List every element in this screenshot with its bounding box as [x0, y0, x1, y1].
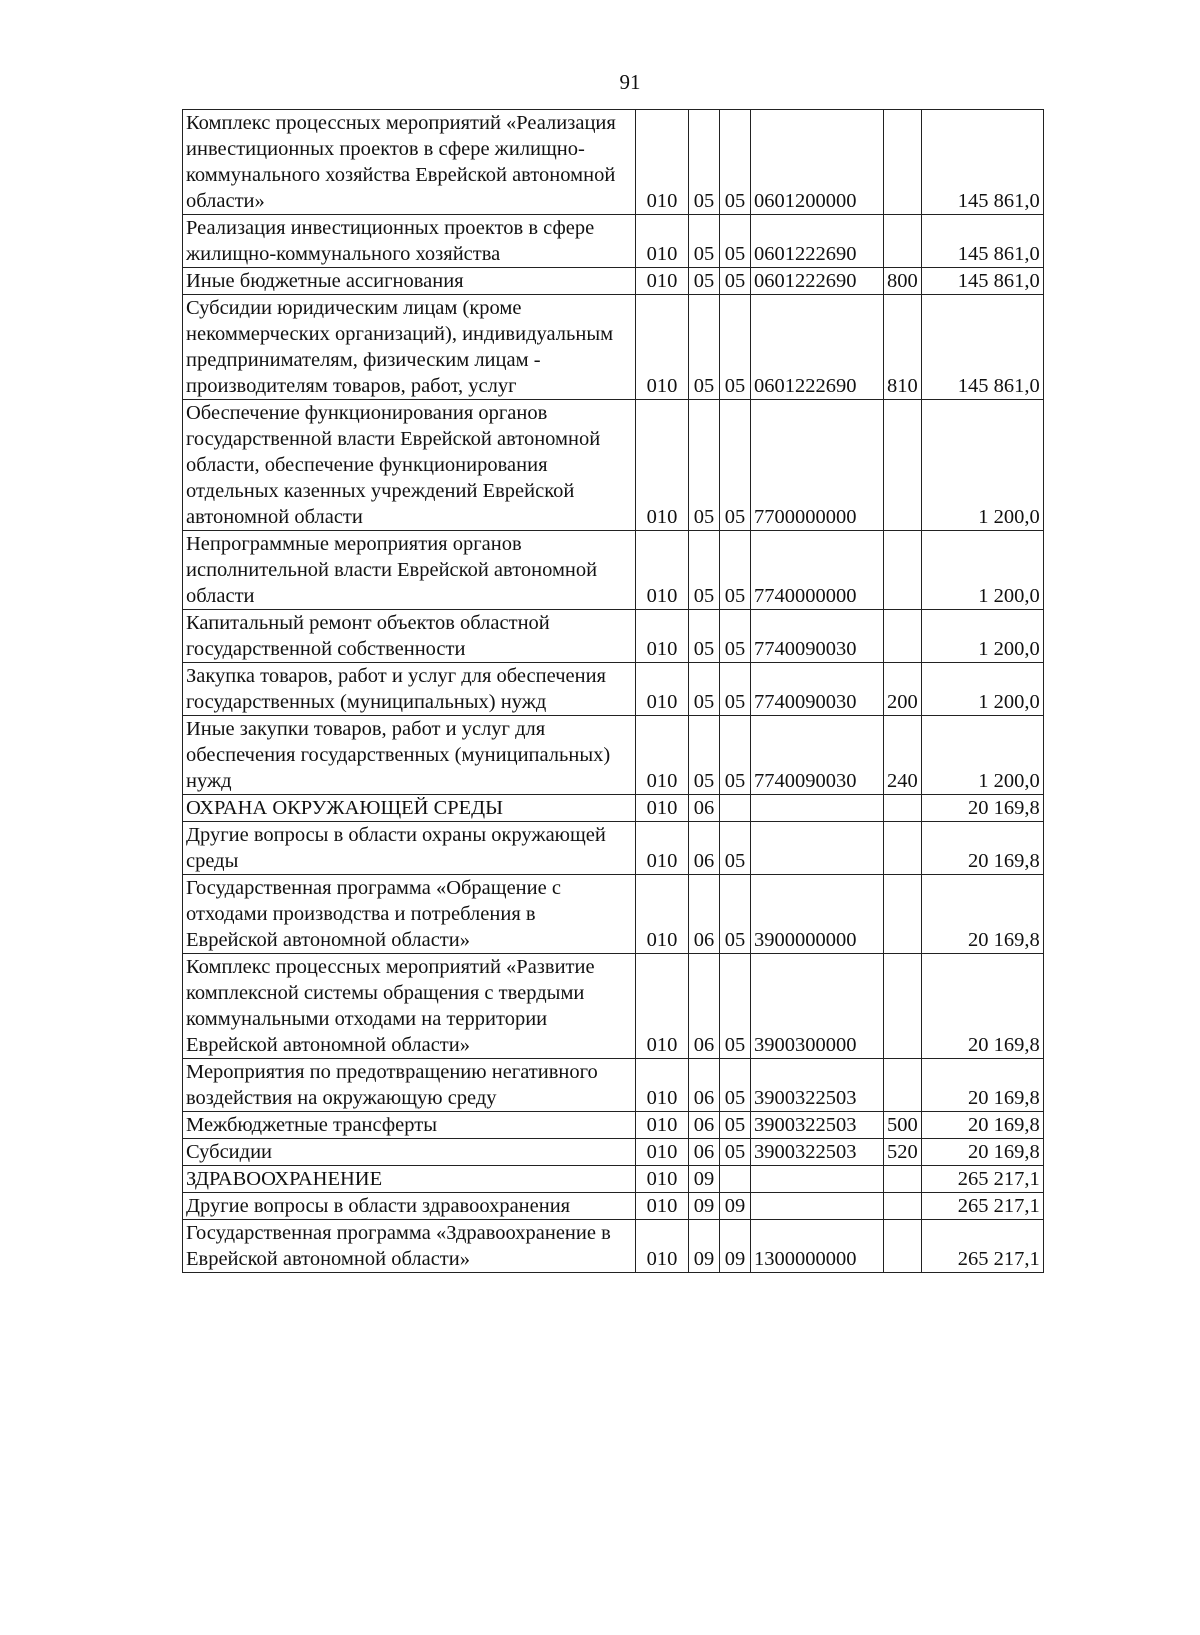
- row-ministry-code: 010: [636, 663, 689, 716]
- row-name: Государственная программа «Здравоохранение в Еврейской автономной области»: [183, 1220, 636, 1273]
- row-ministry-code: 010: [636, 400, 689, 531]
- row-expense-type: [884, 795, 922, 822]
- row-ministry-code: 010: [636, 954, 689, 1059]
- row-amount: 265 217,1: [921, 1193, 1043, 1220]
- row-ministry-code: 010: [636, 1193, 689, 1220]
- row-ministry-code: 010: [636, 531, 689, 610]
- row-expense-type: 200: [884, 663, 922, 716]
- row-amount: 1 200,0: [921, 531, 1043, 610]
- row-expense-type: 500: [884, 1112, 922, 1139]
- row-target-article: 0601200000: [751, 110, 884, 215]
- table-row: [183, 822, 1044, 875]
- row-expense-type: [884, 1193, 922, 1220]
- row-name: Иные закупки товаров, работ и услуг для обеспечения государственных (муниципальных) нужд: [183, 716, 636, 795]
- table-row: [183, 215, 1044, 268]
- row-section: 06: [689, 954, 720, 1059]
- row-amount: 20 169,8: [921, 822, 1043, 875]
- table-row: [183, 1220, 1044, 1273]
- row-subsection: 05: [720, 110, 751, 215]
- row-target-article: 7740090030: [751, 663, 884, 716]
- row-amount: 1 200,0: [921, 716, 1043, 795]
- row-subsection: 05: [720, 875, 751, 954]
- table-row: [183, 1166, 1044, 1193]
- row-amount: 1 200,0: [921, 610, 1043, 663]
- row-section: 05: [689, 663, 720, 716]
- row-name: Обеспечение функционирования органов государственной власти Еврейской автономной области, обеспечение функционирования отдельных казенных учреждений Еврейской автономной области: [183, 400, 636, 531]
- row-section: 06: [689, 795, 720, 822]
- row-name: Реализация инвестиционных проектов в сфере жилищно-коммунального хозяйства: [183, 215, 636, 268]
- row-target-article: 1300000000: [751, 1220, 884, 1273]
- row-target-article: 7740000000: [751, 531, 884, 610]
- row-target-article: [751, 1193, 884, 1220]
- row-expense-type: [884, 1220, 922, 1273]
- row-name: ЗДРАВООХРАНЕНИЕ: [183, 1166, 636, 1193]
- row-subsection: 05: [720, 1112, 751, 1139]
- row-section: 06: [689, 875, 720, 954]
- table-row: [183, 875, 1044, 954]
- row-name: Мероприятия по предотвращению негативного воздействия на окружающую среду: [183, 1059, 636, 1112]
- row-ministry-code: 010: [636, 716, 689, 795]
- row-section: 05: [689, 295, 720, 400]
- row-section: 05: [689, 215, 720, 268]
- row-ministry-code: 010: [636, 1112, 689, 1139]
- row-name: Межбюджетные трансферты: [183, 1112, 636, 1139]
- table-row: [183, 1139, 1044, 1166]
- row-subsection: 05: [720, 1059, 751, 1112]
- row-target-article: 0601222690: [751, 268, 884, 295]
- table-row: [183, 1193, 1044, 1220]
- table-row: [183, 1059, 1044, 1112]
- row-target-article: 3900322503: [751, 1139, 884, 1166]
- row-name: Иные бюджетные ассигнования: [183, 268, 636, 295]
- row-expense-type: [884, 822, 922, 875]
- row-target-article: [751, 822, 884, 875]
- row-section: 09: [689, 1220, 720, 1273]
- row-name: Капитальный ремонт объектов областной государственной собственности: [183, 610, 636, 663]
- row-name: Государственная программа «Обращение с отходами производства и потребления в Еврейской автономной области»: [183, 875, 636, 954]
- row-amount: 20 169,8: [921, 1139, 1043, 1166]
- row-name: ОХРАНА ОКРУЖАЮЩЕЙ СРЕДЫ: [183, 795, 636, 822]
- row-amount: 20 169,8: [921, 875, 1043, 954]
- row-target-article: 7700000000: [751, 400, 884, 531]
- row-target-article: 3900322503: [751, 1059, 884, 1112]
- row-subsection: 05: [720, 400, 751, 531]
- row-name: Комплекс процессных мероприятий «Реализация инвестиционных проектов в сфере жилищно-коммунального хозяйства Еврейской автономной области»: [183, 110, 636, 215]
- row-name: Субсидии: [183, 1139, 636, 1166]
- row-name: Субсидии юридическим лицам (кроме некоммерческих организаций), индивидуальным предпринимателям, физическим лицам - производителям товаров, работ, услуг: [183, 295, 636, 400]
- row-subsection: 05: [720, 215, 751, 268]
- budget-table-body: [183, 110, 1044, 1273]
- row-amount: 145 861,0: [921, 268, 1043, 295]
- row-expense-type: [884, 1166, 922, 1193]
- page-number: 91: [619, 70, 641, 94]
- table-row: [183, 795, 1044, 822]
- row-expense-type: 810: [884, 295, 922, 400]
- row-expense-type: [884, 610, 922, 663]
- row-subsection: [720, 1166, 751, 1193]
- row-section: 05: [689, 110, 720, 215]
- row-amount: 145 861,0: [921, 295, 1043, 400]
- row-section: 05: [689, 268, 720, 295]
- row-amount: 265 217,1: [921, 1166, 1043, 1193]
- row-subsection: 05: [720, 268, 751, 295]
- row-subsection: 05: [720, 954, 751, 1059]
- row-section: 05: [689, 531, 720, 610]
- table-row: [183, 1112, 1044, 1139]
- row-target-article: [751, 1166, 884, 1193]
- row-subsection: 09: [720, 1220, 751, 1273]
- table-row: [183, 531, 1044, 610]
- row-amount: 1 200,0: [921, 400, 1043, 531]
- table-row: [183, 110, 1044, 215]
- row-amount: 145 861,0: [921, 215, 1043, 268]
- row-subsection: 05: [720, 1139, 751, 1166]
- table-row: [183, 716, 1044, 795]
- row-expense-type: [884, 400, 922, 531]
- row-expense-type: 240: [884, 716, 922, 795]
- row-target-article: 0601222690: [751, 215, 884, 268]
- row-section: 05: [689, 610, 720, 663]
- row-ministry-code: 010: [636, 1139, 689, 1166]
- row-target-article: [751, 795, 884, 822]
- row-expense-type: [884, 110, 922, 215]
- row-amount: 1 200,0: [921, 663, 1043, 716]
- row-expense-type: [884, 1059, 922, 1112]
- row-section: 05: [689, 400, 720, 531]
- row-expense-type: 520: [884, 1139, 922, 1166]
- row-ministry-code: 010: [636, 875, 689, 954]
- row-ministry-code: 010: [636, 295, 689, 400]
- row-subsection: 09: [720, 1193, 751, 1220]
- row-name: Другие вопросы в области охраны окружающей среды: [183, 822, 636, 875]
- row-target-article: 3900300000: [751, 954, 884, 1059]
- row-ministry-code: 010: [636, 268, 689, 295]
- row-amount: 145 861,0: [921, 110, 1043, 215]
- row-target-article: 7740090030: [751, 610, 884, 663]
- table-row: [183, 295, 1044, 400]
- row-ministry-code: 010: [636, 610, 689, 663]
- row-ministry-code: 010: [636, 110, 689, 215]
- row-target-article: 3900322503: [751, 1112, 884, 1139]
- budget-table: [182, 109, 1044, 1273]
- row-name: Закупка товаров, работ и услуг для обеспечения государственных (муниципальных) нужд: [183, 663, 636, 716]
- row-expense-type: [884, 954, 922, 1059]
- row-expense-type: [884, 215, 922, 268]
- row-section: 09: [689, 1166, 720, 1193]
- row-ministry-code: 010: [636, 822, 689, 875]
- row-subsection: 05: [720, 822, 751, 875]
- row-expense-type: [884, 531, 922, 610]
- row-expense-type: [884, 875, 922, 954]
- row-ministry-code: 010: [636, 1220, 689, 1273]
- table-row: [183, 610, 1044, 663]
- row-expense-type: 800: [884, 268, 922, 295]
- row-section: 06: [689, 822, 720, 875]
- row-subsection: 05: [720, 295, 751, 400]
- row-section: 06: [689, 1139, 720, 1166]
- row-subsection: 05: [720, 663, 751, 716]
- table-row: [183, 268, 1044, 295]
- row-ministry-code: 010: [636, 1166, 689, 1193]
- row-name: Комплекс процессных мероприятий «Развитие комплексной системы обращения с твердыми коммунальными отходами на территории Еврейской автономной области»: [183, 954, 636, 1059]
- row-amount: 265 217,1: [921, 1220, 1043, 1273]
- table-row: [183, 663, 1044, 716]
- row-subsection: [720, 795, 751, 822]
- row-section: 05: [689, 716, 720, 795]
- row-target-article: 7740090030: [751, 716, 884, 795]
- row-section: 09: [689, 1193, 720, 1220]
- row-subsection: 05: [720, 531, 751, 610]
- row-section: 06: [689, 1059, 720, 1112]
- row-subsection: 05: [720, 716, 751, 795]
- row-ministry-code: 010: [636, 795, 689, 822]
- row-amount: 20 169,8: [921, 1112, 1043, 1139]
- row-name: Непрограммные мероприятия органов исполнительной власти Еврейской автономной области: [183, 531, 636, 610]
- table-row: [183, 400, 1044, 531]
- table-row: [183, 954, 1044, 1059]
- row-subsection: 05: [720, 610, 751, 663]
- row-ministry-code: 010: [636, 215, 689, 268]
- row-amount: 20 169,8: [921, 954, 1043, 1059]
- row-name: Другие вопросы в области здравоохранения: [183, 1193, 636, 1220]
- row-target-article: 0601222690: [751, 295, 884, 400]
- row-amount: 20 169,8: [921, 795, 1043, 822]
- row-ministry-code: 010: [636, 1059, 689, 1112]
- row-target-article: 3900000000: [751, 875, 884, 954]
- row-amount: 20 169,8: [921, 1059, 1043, 1112]
- row-section: 06: [689, 1112, 720, 1139]
